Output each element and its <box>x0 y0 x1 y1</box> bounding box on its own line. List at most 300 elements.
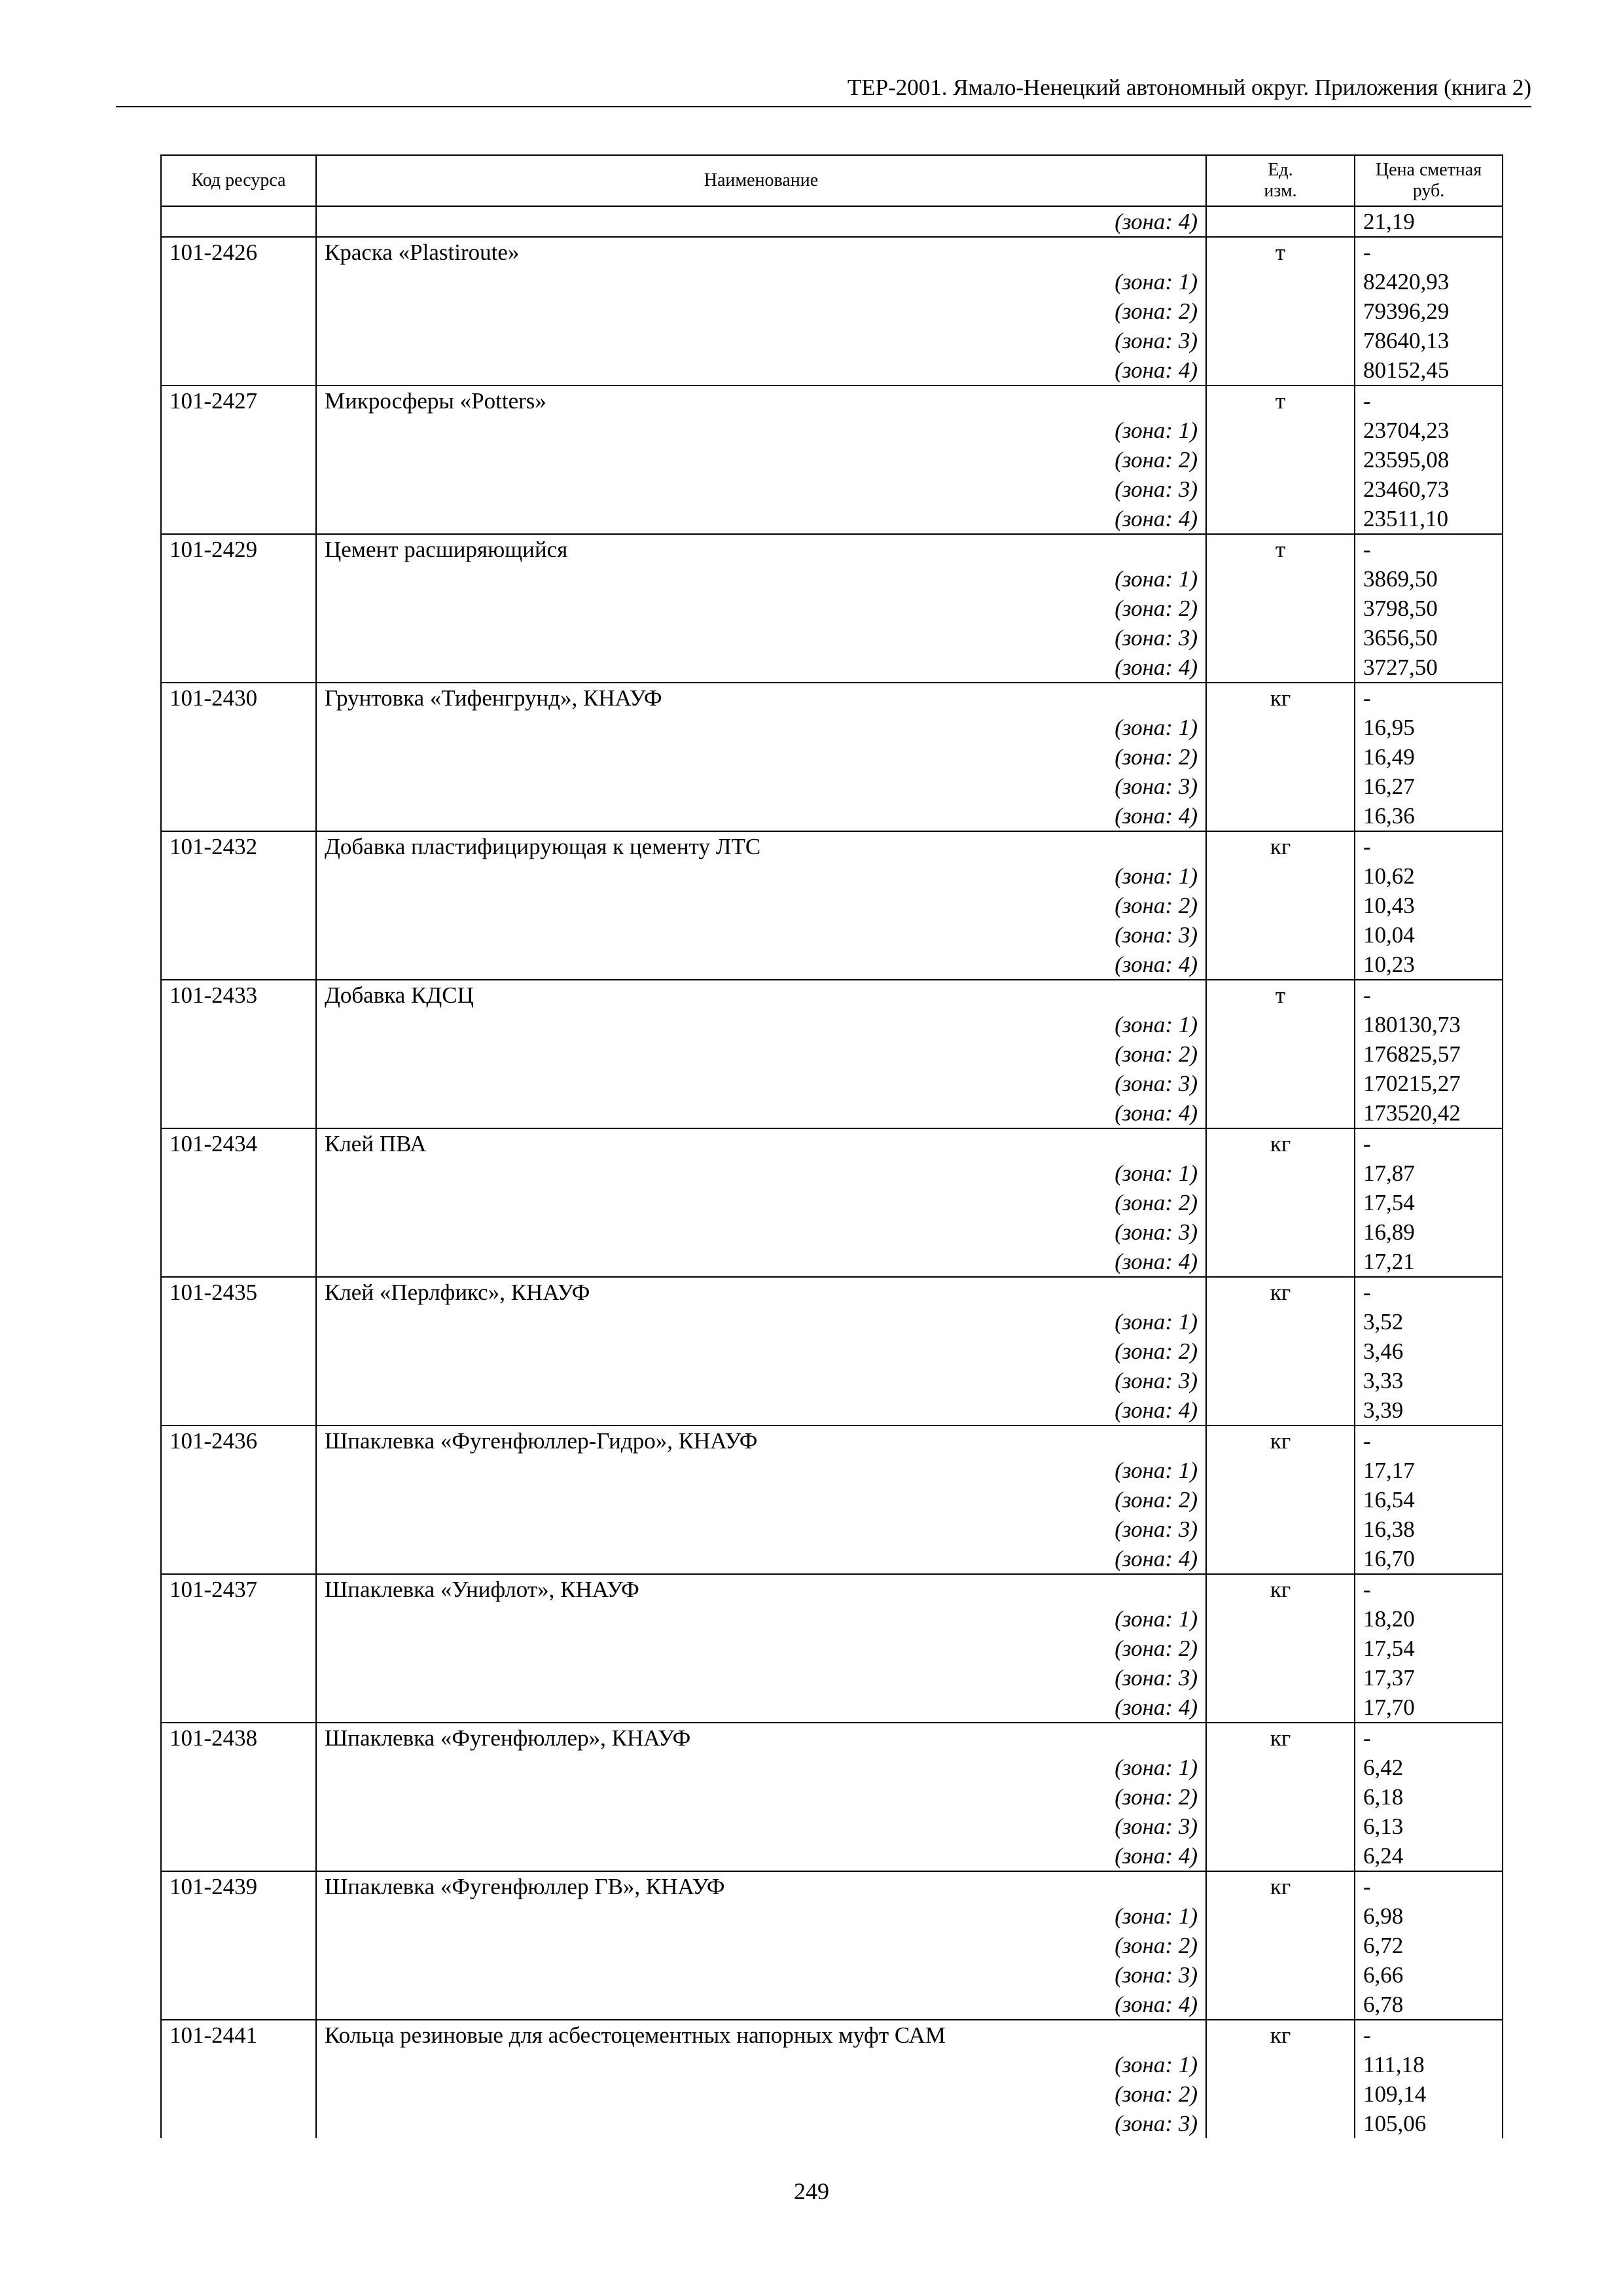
resource-price: - <box>1355 1871 1503 1901</box>
zone-row <box>161 1990 1503 2020</box>
resource-code: 101-2436 <box>161 1426 316 1456</box>
resource-code <box>161 623 316 653</box>
resource-code <box>161 1366 316 1395</box>
zone-label: (зона: 4) <box>316 504 1206 534</box>
zone-price: 17,54 <box>1355 1634 1503 1663</box>
zone-label: (зона: 2) <box>316 445 1206 475</box>
zone-row <box>161 742 1503 772</box>
zone-price: 6,24 <box>1355 1841 1503 1871</box>
zone-row <box>161 1634 1503 1663</box>
resource-code <box>161 416 316 445</box>
zone-price: 16,54 <box>1355 1485 1503 1515</box>
zone-row <box>161 355 1503 386</box>
resource-name: Клей «Перлфикс», КНАУФ <box>316 1277 1206 1307</box>
resource-unit <box>1206 1010 1355 1039</box>
resource-unit <box>1206 1604 1355 1634</box>
resource-code: 101-2430 <box>161 683 316 713</box>
zone-price: 6,18 <box>1355 1782 1503 1812</box>
resource-code <box>161 1336 316 1366</box>
zone-label: (зона: 3) <box>316 772 1206 801</box>
resource-code: 101-2434 <box>161 1128 316 1158</box>
zone-row <box>161 1456 1503 1485</box>
zone-row <box>161 653 1503 683</box>
resource-row <box>161 1871 1503 1901</box>
zone-row <box>161 267 1503 296</box>
zone-label: (зона: 3) <box>316 1960 1206 1990</box>
resource-code <box>161 1990 316 2020</box>
resource-unit <box>1206 742 1355 772</box>
zone-label: (зона: 4) <box>316 1693 1206 1723</box>
resource-code <box>161 2109 316 2138</box>
resource-code <box>161 564 316 594</box>
resource-code <box>161 742 316 772</box>
resource-unit: кг <box>1206 1277 1355 1307</box>
zone-label: (зона: 2) <box>316 742 1206 772</box>
zone-price: 16,95 <box>1355 713 1503 742</box>
zone-row <box>161 445 1503 475</box>
resource-code: 101-2432 <box>161 831 316 861</box>
zone-label: (зона: 2) <box>316 891 1206 920</box>
resource-code <box>161 653 316 683</box>
resource-price: - <box>1355 1128 1503 1158</box>
resource-code <box>161 445 316 475</box>
resource-code: 101-2441 <box>161 2020 316 2050</box>
zone-row <box>161 1336 1503 1366</box>
zone-label: (зона: 3) <box>316 475 1206 504</box>
resource-unit: т <box>1206 534 1355 564</box>
resource-row <box>161 831 1503 861</box>
resource-code <box>161 920 316 950</box>
resource-price: - <box>1355 1277 1503 1307</box>
resource-unit <box>1206 416 1355 445</box>
resource-unit <box>1206 1812 1355 1841</box>
resource-code <box>161 891 316 920</box>
zone-row <box>161 1663 1503 1693</box>
resource-row <box>161 1574 1503 1604</box>
zone-price: 10,62 <box>1355 861 1503 891</box>
zone-label: (зона: 2) <box>316 1931 1206 1960</box>
resource-unit: кг <box>1206 683 1355 713</box>
resource-code <box>161 713 316 742</box>
resource-unit: кг <box>1206 1426 1355 1456</box>
resource-unit <box>1206 1366 1355 1395</box>
zone-label: (зона: 2) <box>316 1782 1206 1812</box>
zone-price: 78640,13 <box>1355 326 1503 355</box>
zone-label: (зона: 2) <box>316 1485 1206 1515</box>
zone-row <box>161 920 1503 950</box>
resource-code <box>161 1039 316 1069</box>
resource-code: 101-2427 <box>161 386 316 416</box>
resource-row <box>161 1426 1503 1456</box>
resource-unit <box>1206 1663 1355 1693</box>
zone-label: (зона: 2) <box>316 1039 1206 1069</box>
resource-unit: т <box>1206 237 1355 267</box>
resource-code <box>161 1485 316 1515</box>
zone-price: 21,19 <box>1355 206 1503 237</box>
resource-row <box>161 980 1503 1010</box>
zone-row <box>161 1931 1503 1960</box>
resource-code <box>161 1098 316 1128</box>
zone-price: 6,66 <box>1355 1960 1503 1990</box>
page-header <box>116 68 1531 107</box>
zone-label: (зона: 4) <box>316 1247 1206 1277</box>
zone-row <box>161 1515 1503 1544</box>
zone-price: 3727,50 <box>1355 653 1503 683</box>
zone-row <box>161 1010 1503 1039</box>
resource-unit <box>1206 2079 1355 2109</box>
zone-price: 176825,57 <box>1355 1039 1503 1069</box>
resource-code <box>161 1158 316 1188</box>
zone-label: (зона: 2) <box>316 1336 1206 1366</box>
zone-price: 17,17 <box>1355 1456 1503 1485</box>
resource-code <box>161 504 316 534</box>
resource-price: - <box>1355 1723 1503 1753</box>
zone-row <box>161 1753 1503 1782</box>
zone-price: 23460,73 <box>1355 475 1503 504</box>
resource-code <box>161 355 316 386</box>
resource-unit <box>1206 1753 1355 1782</box>
resource-code: 101-2438 <box>161 1723 316 1753</box>
zone-price: 6,13 <box>1355 1812 1503 1841</box>
zone-price: 23595,08 <box>1355 445 1503 475</box>
resource-code <box>161 1812 316 1841</box>
resource-price: - <box>1355 980 1503 1010</box>
zone-price: 16,49 <box>1355 742 1503 772</box>
zone-row <box>161 1960 1503 1990</box>
resource-code: 101-2437 <box>161 1574 316 1604</box>
zone-row <box>161 1782 1503 1812</box>
resource-code <box>161 950 316 980</box>
zone-row <box>161 950 1503 980</box>
resource-unit: кг <box>1206 1723 1355 1753</box>
zone-row <box>161 1604 1503 1634</box>
zone-row <box>161 326 1503 355</box>
resource-unit <box>1206 1039 1355 1069</box>
zone-price: 16,89 <box>1355 1217 1503 1247</box>
resource-unit <box>1206 1395 1355 1426</box>
resource-name: Шпаклевка «Фугенфюллер-Гидро», КНАУФ <box>316 1426 1206 1456</box>
zone-row <box>161 1098 1503 1128</box>
resource-code <box>161 1217 316 1247</box>
zone-label: (зона: 1) <box>316 416 1206 445</box>
zone-label: (зона: 4) <box>316 653 1206 683</box>
zone-row <box>161 296 1503 326</box>
zone-label: (зона: 1) <box>316 2050 1206 2079</box>
zone-price: 3,52 <box>1355 1307 1503 1336</box>
resource-code <box>161 594 316 623</box>
resource-unit <box>1206 861 1355 891</box>
resource-code: 101-2433 <box>161 980 316 1010</box>
resource-row <box>161 1723 1503 1753</box>
resource-price-table <box>160 154 1503 2138</box>
zone-row <box>161 1307 1503 1336</box>
column-header-unit: Ед. изм. <box>1206 155 1355 206</box>
zone-label: (зона: 4) <box>316 1544 1206 1574</box>
resource-name: Добавка КДСЦ <box>316 980 1206 1010</box>
resource-unit: кг <box>1206 1574 1355 1604</box>
resource-name: Шпаклевка «Унифлот», КНАУФ <box>316 1574 1206 1604</box>
zone-label: (зона: 1) <box>316 1604 1206 1634</box>
zone-price: 3,33 <box>1355 1366 1503 1395</box>
resource-unit: кг <box>1206 1871 1355 1901</box>
resource-row <box>161 534 1503 564</box>
resource-unit <box>1206 1247 1355 1277</box>
zone-row <box>161 713 1503 742</box>
zone-price: 16,70 <box>1355 1544 1503 1574</box>
resource-name: Кольца резиновые для асбестоцементных напорных муфт САМ <box>316 2020 1206 2050</box>
resource-price: - <box>1355 831 1503 861</box>
zone-row <box>161 2079 1503 2109</box>
resource-unit: т <box>1206 980 1355 1010</box>
resource-unit <box>1206 920 1355 950</box>
document-title: ТЕР-2001. Ямало-Ненецкий автономный округ. Приложения (книга 2) <box>847 75 1531 100</box>
resource-price: - <box>1355 386 1503 416</box>
zone-row <box>161 801 1503 831</box>
resource-unit <box>1206 1634 1355 1663</box>
zone-label: (зона: 1) <box>316 1307 1206 1336</box>
resource-code <box>161 1960 316 1990</box>
resource-price: - <box>1355 1426 1503 1456</box>
zone-price: 17,21 <box>1355 1247 1503 1277</box>
resource-unit <box>1206 801 1355 831</box>
zone-price: 180130,73 <box>1355 1010 1503 1039</box>
resource-code: 101-2426 <box>161 237 316 267</box>
zone-price: 6,42 <box>1355 1753 1503 1782</box>
resource-code <box>161 326 316 355</box>
resource-code <box>161 801 316 831</box>
zone-price: 109,14 <box>1355 2079 1503 2109</box>
zone-label: (зона: 1) <box>316 713 1206 742</box>
zone-price: 10,04 <box>1355 920 1503 950</box>
resource-unit <box>1206 1217 1355 1247</box>
zone-price: 17,70 <box>1355 1693 1503 1723</box>
zone-price: 105,06 <box>1355 2109 1503 2138</box>
zone-label: (зона: 3) <box>316 623 1206 653</box>
resource-code <box>161 1307 316 1336</box>
zone-price: 6,78 <box>1355 1990 1503 2020</box>
zone-label: (зона: 4) <box>316 1098 1206 1128</box>
zone-price: 3869,50 <box>1355 564 1503 594</box>
zone-row <box>161 475 1503 504</box>
zone-row <box>161 1841 1503 1871</box>
resource-row <box>161 1128 1503 1158</box>
resource-unit <box>1206 1456 1355 1485</box>
zone-price: 79396,29 <box>1355 296 1503 326</box>
resource-unit <box>1206 653 1355 683</box>
zone-price: 23704,23 <box>1355 416 1503 445</box>
zone-price: 17,54 <box>1355 1188 1503 1217</box>
resource-row <box>161 1277 1503 1307</box>
zone-row <box>161 1485 1503 1515</box>
resource-unit <box>1206 267 1355 296</box>
resource-code <box>161 1395 316 1426</box>
zone-row <box>161 416 1503 445</box>
resource-unit: кг <box>1206 831 1355 861</box>
resource-code <box>161 475 316 504</box>
zone-row <box>161 504 1503 534</box>
resource-unit <box>1206 2109 1355 2138</box>
resource-unit <box>1206 1336 1355 1366</box>
page-number: 249 <box>794 2178 829 2204</box>
resource-code <box>161 1010 316 1039</box>
continuation-row <box>161 206 1503 237</box>
table-body <box>161 206 1503 2138</box>
zone-label: (зона: 4) <box>316 1841 1206 1871</box>
zone-label: (зона: 3) <box>316 1217 1206 1247</box>
zone-label: (зона: 3) <box>316 1069 1206 1098</box>
zone-row <box>161 1812 1503 1841</box>
resource-unit <box>1206 772 1355 801</box>
resource-price: - <box>1355 1574 1503 1604</box>
zone-row <box>161 1069 1503 1098</box>
resource-unit <box>1206 623 1355 653</box>
resource-code <box>161 1753 316 1782</box>
zone-label: (зона: 3) <box>316 1515 1206 1544</box>
zone-label: (зона: 4) <box>316 801 1206 831</box>
zone-row <box>161 891 1503 920</box>
resource-unit <box>1206 1782 1355 1812</box>
resource-code <box>161 1188 316 1217</box>
resource-code <box>161 2079 316 2109</box>
zone-label: (зона: 1) <box>316 1901 1206 1931</box>
resource-code <box>161 1069 316 1098</box>
resource-code: 101-2439 <box>161 1871 316 1901</box>
zone-price: 3,39 <box>1355 1395 1503 1426</box>
resource-unit <box>1206 1960 1355 1990</box>
resource-unit <box>1206 1515 1355 1544</box>
resource-code <box>161 772 316 801</box>
resource-unit <box>1206 326 1355 355</box>
resource-code <box>161 1693 316 1723</box>
zone-row <box>161 2109 1503 2138</box>
resource-unit <box>1206 504 1355 534</box>
resource-code: 101-2429 <box>161 534 316 564</box>
zone-price: 17,87 <box>1355 1158 1503 1188</box>
zone-label: (зона: 3) <box>316 1366 1206 1395</box>
resource-unit <box>1206 891 1355 920</box>
resource-row <box>161 237 1503 267</box>
zone-row <box>161 564 1503 594</box>
zone-row <box>161 594 1503 623</box>
zone-label: (зона: 1) <box>316 267 1206 296</box>
zone-row <box>161 772 1503 801</box>
zone-price: 10,23 <box>1355 950 1503 980</box>
zone-label: (зона: 2) <box>316 296 1206 326</box>
zone-label: (зона: 3) <box>316 920 1206 950</box>
resource-price: - <box>1355 2020 1503 2050</box>
zone-label: (зона: 3) <box>316 326 1206 355</box>
zone-price: 3,46 <box>1355 1336 1503 1366</box>
resource-code <box>161 1604 316 1634</box>
zone-price: 16,38 <box>1355 1515 1503 1544</box>
resource-name: Добавка пластифицирующая к цементу ЛТС <box>316 831 1206 861</box>
zone-label: (зона: 2) <box>316 2079 1206 2109</box>
resource-unit <box>1206 1098 1355 1128</box>
resource-code <box>161 1456 316 1485</box>
zone-price: 16,27 <box>1355 772 1503 801</box>
resource-unit: т <box>1206 386 1355 416</box>
zone-price: 23511,10 <box>1355 504 1503 534</box>
resource-code: 101-2435 <box>161 1277 316 1307</box>
resource-unit <box>1206 1693 1355 1723</box>
resource-code <box>161 1515 316 1544</box>
resource-code <box>161 1841 316 1871</box>
resource-unit <box>1206 594 1355 623</box>
resource-name: Цемент расширяющийся <box>316 534 1206 564</box>
zone-price: 173520,42 <box>1355 1098 1503 1128</box>
resource-unit <box>1206 1901 1355 1931</box>
resource-code <box>161 1634 316 1663</box>
zone-row <box>161 2050 1503 2079</box>
zone-row <box>161 1217 1503 1247</box>
resource-row <box>161 683 1503 713</box>
resource-unit <box>1206 1485 1355 1515</box>
zone-row <box>161 1901 1503 1931</box>
zone-label: (зона: 4) <box>316 1990 1206 2020</box>
column-header-price: Цена сметная руб. <box>1355 155 1503 206</box>
resource-unit <box>1206 445 1355 475</box>
resource-name: Микросферы «Potters» <box>316 386 1206 416</box>
resource-code <box>161 296 316 326</box>
resource-code <box>161 1247 316 1277</box>
resource-name: Грунтовка «Тифенгрунд», КНАУФ <box>316 683 1206 713</box>
resource-unit <box>1206 713 1355 742</box>
resource-name: Шпаклевка «Фугенфюллер ГВ», КНАУФ <box>316 1871 1206 1901</box>
zone-label: (зона: 2) <box>316 594 1206 623</box>
zone-row <box>161 623 1503 653</box>
resource-unit <box>1206 1069 1355 1098</box>
zone-price: 3656,50 <box>1355 623 1503 653</box>
column-header-name: Наименование <box>316 155 1206 206</box>
zone-row <box>161 1395 1503 1426</box>
resource-code <box>161 1663 316 1693</box>
resource-code <box>161 206 316 237</box>
resource-unit: кг <box>1206 1128 1355 1158</box>
table-header-row <box>161 155 1503 206</box>
zone-label: (зона: 1) <box>316 1158 1206 1188</box>
zone-label: (зона: 4) <box>316 1395 1206 1426</box>
resource-unit <box>1206 564 1355 594</box>
resource-unit <box>1206 206 1355 237</box>
zone-label: (зона: 2) <box>316 1634 1206 1663</box>
resource-code <box>161 267 316 296</box>
zone-price: 17,37 <box>1355 1663 1503 1693</box>
zone-row <box>161 1544 1503 1574</box>
resource-unit <box>1206 475 1355 504</box>
resource-unit <box>1206 1158 1355 1188</box>
zone-label: (зона: 3) <box>316 1812 1206 1841</box>
zone-row <box>161 861 1503 891</box>
zone-label: (зона: 1) <box>316 564 1206 594</box>
zone-label: (зона: 4) <box>316 950 1206 980</box>
resource-price: - <box>1355 534 1503 564</box>
resource-code <box>161 1901 316 1931</box>
zone-price: 170215,27 <box>1355 1069 1503 1098</box>
resource-unit <box>1206 1188 1355 1217</box>
resource-code <box>161 861 316 891</box>
zone-label: (зона: 2) <box>316 1188 1206 1217</box>
zone-label: (зона: 3) <box>316 1663 1206 1693</box>
zone-price: 111,18 <box>1355 2050 1503 2079</box>
resource-unit <box>1206 2050 1355 2079</box>
zone-price: 18,20 <box>1355 1604 1503 1634</box>
resource-unit: кг <box>1206 2020 1355 2050</box>
zone-price: 82420,93 <box>1355 267 1503 296</box>
resource-row <box>161 2020 1503 2050</box>
resource-code <box>161 1782 316 1812</box>
zone-price: 80152,45 <box>1355 355 1503 386</box>
zone-label: (зона: 1) <box>316 1010 1206 1039</box>
